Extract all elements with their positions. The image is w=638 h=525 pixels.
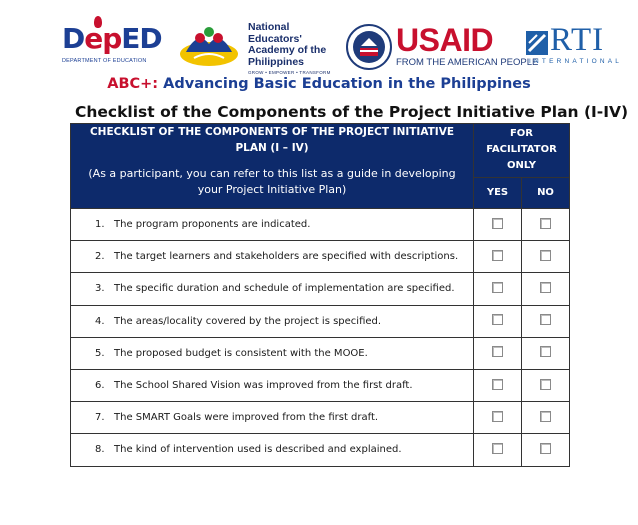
yes-checkbox[interactable] xyxy=(492,250,503,261)
checklist-item: 8. The kind of intervention used is described and explained. xyxy=(71,434,474,466)
yes-checkbox[interactable] xyxy=(492,443,503,454)
usaid-tagline: FROM THE AMERICAN PEOPLE xyxy=(396,57,539,68)
facilitator-header: FOR FACILITATOR ONLY xyxy=(474,124,570,178)
table-row xyxy=(71,209,570,241)
program-banner: ABC+: Advancing Basic Education in the Philippines xyxy=(107,76,531,92)
yes-cell xyxy=(474,209,522,241)
table-row xyxy=(71,305,570,337)
table-header-row xyxy=(71,124,570,178)
rti-mark-icon xyxy=(526,31,548,55)
usaid-seal-icon xyxy=(346,24,392,70)
logo-bar xyxy=(0,0,638,78)
yes-cell xyxy=(474,402,522,434)
no-cell xyxy=(522,434,570,466)
rti-wordmark: RTI xyxy=(550,22,605,58)
yes-checkbox[interactable] xyxy=(492,218,503,229)
deped-logo: DepED DEPARTMENT OF EDUCATION xyxy=(62,24,154,70)
yes-cell xyxy=(474,305,522,337)
yes-checkbox[interactable] xyxy=(492,314,503,325)
no-checkbox[interactable] xyxy=(540,314,551,325)
checklist-header xyxy=(71,124,474,209)
page-title: Checklist of the Components of the Project Initiative Plan (I-IV) xyxy=(75,103,629,121)
deped-subtitle: DEPARTMENT OF EDUCATION xyxy=(62,58,147,64)
checklist-item: 1. The program proponents are indicated. xyxy=(71,209,474,241)
yes-checkbox[interactable] xyxy=(492,379,503,390)
yes-cell xyxy=(474,273,522,305)
yes-checkbox[interactable] xyxy=(492,282,503,293)
no-cell xyxy=(522,337,570,369)
no-cell xyxy=(522,305,570,337)
checklist-item: 5. The proposed budget is consistent with the MOOE. xyxy=(71,337,474,369)
table-row xyxy=(71,369,570,401)
no-cell xyxy=(522,273,570,305)
yes-cell xyxy=(474,337,522,369)
no-column-header: NO xyxy=(522,177,570,208)
checklist-header-title: CHECKLIST OF THE COMPONENTS OF THE PROJECT INITIATIVE PLAN (I – IV) xyxy=(89,126,455,154)
yes-checkbox[interactable] xyxy=(492,346,503,357)
neap-emblem-icon xyxy=(178,24,240,68)
checklist-header-note: (As a participant, you can refer to this list as a guide in developing your Project Initiative Plan) xyxy=(88,167,456,196)
checklist-item: 2. The target learners and stakeholders are specified with descriptions. xyxy=(71,241,474,273)
yes-cell xyxy=(474,369,522,401)
no-checkbox[interactable] xyxy=(540,250,551,261)
no-cell xyxy=(522,369,570,401)
no-cell xyxy=(522,402,570,434)
table-row xyxy=(71,402,570,434)
table-row xyxy=(71,241,570,273)
table-row xyxy=(71,434,570,466)
no-cell xyxy=(522,209,570,241)
yes-cell xyxy=(474,241,522,273)
checklist-item: 7. The SMART Goals were improved from the first draft. xyxy=(71,402,474,434)
checklist-item: 4. The areas/locality covered by the project is specified. xyxy=(71,305,474,337)
no-checkbox[interactable] xyxy=(540,411,551,422)
table-row xyxy=(71,337,570,369)
no-checkbox[interactable] xyxy=(540,379,551,390)
neap-logo-text: National Educators' Academy of the Philippines GROW • EMPOWER • TRANSFORM xyxy=(248,21,331,75)
checklist-item: 3. The specific duration and schedule of implementation are specified. xyxy=(71,273,474,305)
usaid-wordmark: USAID xyxy=(396,22,494,58)
checklist-item: 6. The School Shared Vision was improved from the first draft. xyxy=(71,369,474,401)
no-checkbox[interactable] xyxy=(540,282,551,293)
no-checkbox[interactable] xyxy=(540,346,551,357)
no-cell xyxy=(522,241,570,273)
yes-checkbox[interactable] xyxy=(492,411,503,422)
yes-cell xyxy=(474,434,522,466)
rti-tagline: INTERNATIONAL xyxy=(529,58,623,65)
table-row xyxy=(71,273,570,305)
yes-column-header: YES xyxy=(474,177,522,208)
no-checkbox[interactable] xyxy=(540,443,551,454)
no-checkbox[interactable] xyxy=(540,218,551,229)
checklist-table xyxy=(70,123,570,467)
